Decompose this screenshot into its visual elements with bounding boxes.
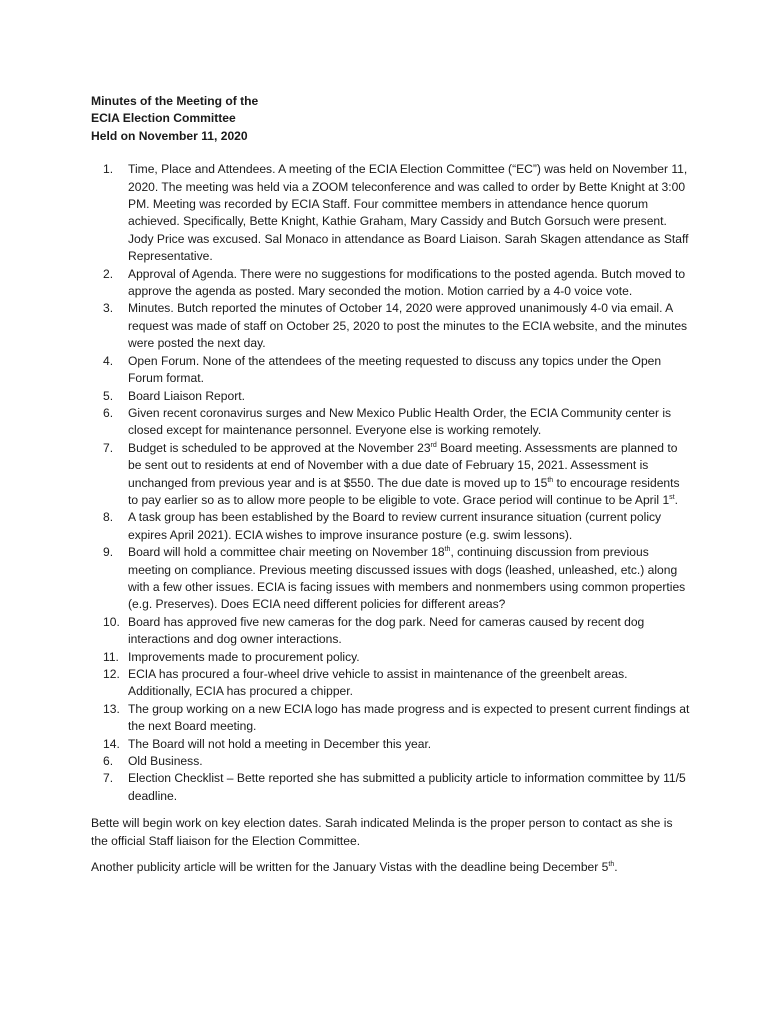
publicity-paragraph — [91, 859, 691, 876]
list-item-text: Board has approved five new cameras for the dog park. Need for cameras caused by recent dog interactions and dog owner interactions. — [128, 614, 645, 647]
list-item-text: Old Business. — [128, 754, 203, 769]
ordinal-suffix: th — [444, 546, 451, 554]
list-item-number: 14. — [103, 736, 120, 751]
list-item-number: 10. — [103, 614, 120, 629]
ordinal-suffix: rd — [430, 441, 437, 449]
list-item-number: 8. — [103, 510, 114, 525]
header-committee-line: ECIA Election Committee — [91, 111, 236, 126]
list-item — [91, 300, 691, 352]
list-item-text: Improvements made to procurement policy. — [128, 649, 360, 664]
list-item — [91, 666, 691, 701]
list-item — [91, 440, 691, 510]
document-page — [91, 93, 691, 876]
list-item-number: 5. — [103, 388, 114, 403]
list-item-number: 7. — [103, 440, 114, 455]
document-header — [91, 93, 691, 145]
header-date-line: Held on November 11, 2020 — [91, 128, 248, 143]
header-title-line: Minutes of the Meeting of the — [91, 94, 259, 108]
ordinal-suffix: st — [669, 493, 675, 501]
list-item — [91, 405, 691, 440]
list-item-number: 12. — [103, 667, 120, 681]
list-item-text: Given recent coronavirus surges and New Mexico Public Health Order, the ECIA Community center is closed except for maintenance personnel. Everyone else is working remotely. — [128, 405, 672, 438]
list-item-text: . — [674, 492, 678, 507]
list-item-text: Time, Place and Attendees. A meeting of the ECIA Election Committee (“EC”) was held on November 11, 2020. The meeting was held via a ZOOM teleconference and was called to order by Bette Knight at 3:00 PM. Meeting was recorded by ECIA Staff. Four committee members in attendance hence quorum achieved. Specifically, Bette Knight, Kathie Graham, Mary Cassidy and Butch Gorsuch were present. Jody Price was excused. Sal Monaco in attendance as Board Liaison. Sarah Skagen attendance as Staff Representative. — [128, 162, 689, 264]
list-item — [91, 770, 691, 805]
list-item-text: The Board will not hold a meeting in December this year. — [128, 736, 432, 751]
list-item — [91, 614, 691, 649]
list-item-text: Board will hold a committee chair meeting on November 18 — [128, 545, 445, 560]
list-item — [91, 736, 691, 753]
list-item-text: Budget is scheduled to be approved at the November 23 — [128, 440, 431, 455]
ordinal-suffix: th — [547, 476, 554, 484]
list-item-number: 7. — [103, 771, 114, 786]
list-item-number: 4. — [103, 353, 114, 368]
list-item-text: , continuing discussion from previous meeting on compliance. Previous meeting discussed issues with dogs (leashed, unleashed, etc.) along with a few other issues. ECIA is facing issues with members and nonmembers using common properties (e.g. Preserves). Does ECIA need different policies for different areas? — [128, 545, 686, 612]
list-item — [91, 753, 691, 770]
minutes-list — [91, 161, 691, 805]
list-item-text: Board meeting. Assessments are planned to be sent out to residents at end of November with a due date of February 15, 2021. Assessment is unchanged from previous year and is at $550. The due date is moved up to 15 — [128, 440, 678, 490]
list-item-number: 1. — [103, 162, 114, 177]
ordinal-suffix: th — [608, 861, 615, 869]
list-item-number: 3. — [103, 301, 114, 316]
list-item-text: Board Liaison Report. — [128, 388, 245, 403]
list-item — [91, 701, 691, 736]
list-item-text: Open Forum. None of the attendees of the meeting requested to discuss any topics under the Open Forum format. — [128, 353, 662, 386]
list-item — [91, 388, 691, 405]
list-item — [91, 161, 691, 265]
list-item-text: Election Checklist – Bette reported she has submitted a publicity article to information committee by 11/5 deadline. — [128, 771, 686, 803]
list-item-text: to encourage residents to pay earlier so as to allow more people to be eligible to vote. Grace period will continue to be April 1 — [128, 475, 680, 507]
list-item-number: 13. — [103, 701, 120, 716]
list-item — [91, 649, 691, 666]
list-item-text: Minutes. Butch reported the minutes of October 14, 2020 were approved unanimously 4-0 via email. A request was made of staff on October 25, 2020 to post the minutes to the ECIA website, and the minutes were posted the next day. — [128, 301, 688, 351]
list-item — [91, 509, 691, 544]
publicity-paragraph-text: Another publicity article will be written for the January Vistas with the deadline being December 5 — [91, 860, 609, 875]
list-item-text: The group working on a new ECIA logo has made progress and is expected to present current findings at the next Board meeting. — [128, 701, 690, 734]
list-item-number: 11. — [103, 649, 119, 664]
list-item — [91, 544, 691, 614]
list-item — [91, 266, 691, 301]
closing-paragraph: Bette will begin work on key election dates. Sarah indicated Melinda is the proper person to contact as she is the official Staff liaison for the Election Committee. — [91, 816, 673, 848]
publicity-paragraph-end: . — [614, 860, 618, 875]
list-item-text: Approval of Agenda. There were no suggestions for modifications to the posted agenda. Butch moved to approve the agenda as posted. Mary seconded the motion. Motion carried by a 4-0 voice vote. — [128, 266, 686, 299]
list-item-number: 6. — [103, 754, 114, 769]
list-item-number: 2. — [103, 266, 114, 281]
list-item — [91, 353, 691, 388]
list-item-number: 6. — [103, 405, 114, 420]
list-item-text: A task group has been established by the Board to review current insurance situation (current policy expires April 2021). ECIA wishes to improve insurance posture (e.g. swim lessons). — [128, 510, 662, 542]
list-item-text: ECIA has procured a four-wheel drive vehicle to assist in maintenance of the greenbelt areas. Additionally, ECIA has procured a chipper. — [128, 667, 628, 699]
list-item-number: 9. — [103, 545, 114, 560]
